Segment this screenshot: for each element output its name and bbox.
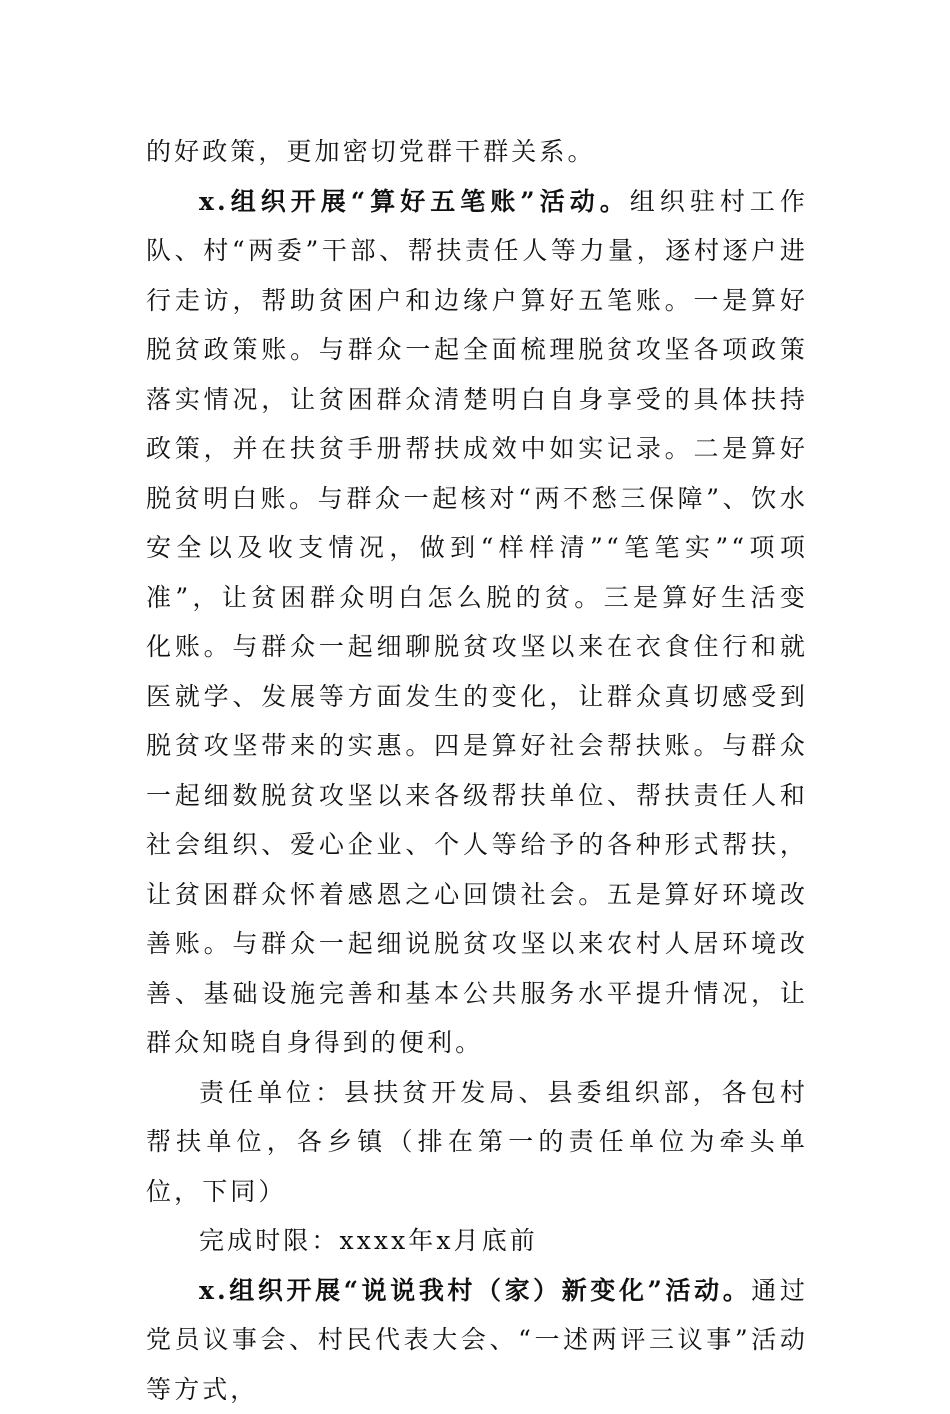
- paragraph-five-accounts-activity: [146, 177, 808, 1068]
- paragraph-intro-tail: [146, 127, 808, 177]
- paragraph-responsible-units: [146, 1068, 808, 1217]
- paragraph-body: 通过党员议事会、村民代表大会、“一述两评三议事”活动等方式，: [146, 1276, 808, 1404]
- paragraph-heading: x.组织开展“算好五笔账”活动。: [199, 187, 630, 216]
- paragraph-heading: x.组织开展“说说我村（家）新变化”活动。: [199, 1276, 751, 1305]
- paragraph-body: 完成时限：xxxx年x月底前: [199, 1226, 538, 1255]
- document-page: [146, 127, 808, 1414]
- paragraph-body: 的好政策，更加密切党群干群关系。: [146, 137, 596, 166]
- paragraph-deadline: [146, 1216, 808, 1266]
- paragraph-village-changes-activity: [146, 1266, 808, 1414]
- paragraph-body: 责任单位：县扶贫开发局、县委组织部，各包村帮扶单位，各乡镇（排在第一的责任单位为牵头单位，下同）: [146, 1078, 808, 1206]
- paragraph-body: 组织驻村工作队、村“两委”干部、帮扶责任人等力量，逐村逐户进行走访，帮助贫困户和边缘户算好五笔账。一是算好脱贫政策账。与群众一起全面梳理脱贫攻坚各项政策落实情况，让贫困群众清楚明白自身享受的具体扶持政策，并在扶贫手册帮扶成效中如实记录。二是算好脱贫明白账。与群众一起核对“两不愁三保障”、饮水安全以及收支情况，做到“样样清”“笔笔实”“项项准”，让贫困群众明白怎么脱的贫。三是算好生活变化账。与群众一起细聊脱贫攻坚以来在衣食住行和就医就学、发展等方面发生的变化，让群众真切感受到脱贫攻坚带来的实惠。四是算好社会帮扶账。与群众一起细数脱贫攻坚以来各级帮扶单位、帮扶责任人和社会组织、爱心企业、个人等给予的各种形式帮扶，让贫困群众怀着感恩之心回馈社会。五是算好环境改善账。与群众一起细说脱贫攻坚以来农村人居环境改善、基础设施完善和基本公共服务水平提升情况，让群众知晓自身得到的便利。: [146, 187, 808, 1058]
